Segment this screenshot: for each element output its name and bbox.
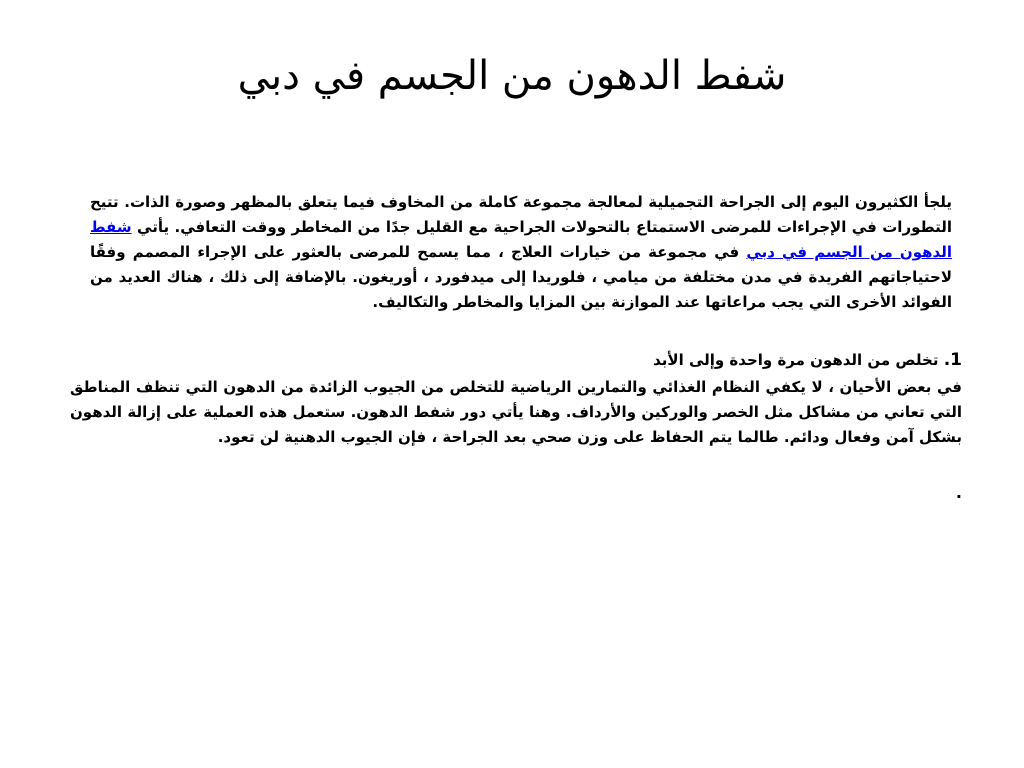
intro-paragraph	[70, 190, 962, 315]
intro-text-before-link: يلجأ الكثيرون اليوم إلى الجراحة التجميلية لمعالجة مجموعة كاملة من المخاوف فيما يتعلق بالمظهر وصورة الذات. تتيح التطورات في الإجراءات للمرضى الاستمتاع بالتحولات الجراحية مع القليل جدًا من المخاطر ووقت التعافي. يأتي	[90, 193, 952, 236]
section-paragraph: في بعض الأحيان ، لا يكفي النظام الغذائي والتمارين الرياضية للتخلص من الجيوب الزائدة من الدهون التي تنظف المناطق التي تعاني من مشاكل مثل الخصر والوركين والأرداف. وهنا يأتي دور شفط الدهون. ستعمل هذه العملية على إزالة الدهون بشكل آمن وفعال ودائم. طالما يتم الحفاظ على وزن صحي بعد الجراحة ، فإن الجيوب الدهنية لن تعود.	[70, 378, 962, 446]
liposuction-dubai-link[interactable]: شفط الدهون من الجسم في دبي	[90, 218, 952, 261]
slide-title: شفط الدهون من الجسم في دبي	[237, 53, 787, 99]
section-number: 1.	[943, 350, 962, 370]
intro-text-after-link: في مجموعة من خيارات العلاج ، مما يسمح للمرضى بالعثور على الإجراء المصمم وفقًا لاحتياجاتهم الفريدة في مدن مختلفة من ميامي ، فلوريدا إلى ميدفورد ، أوريغون. بالإضافة إلى ذلك ، هناك العديد من الفوائد الأخرى التي يجب مراعاتها عند الموازنة بين المزايا والمخاطر والتكاليف.	[90, 243, 952, 311]
section-heading	[70, 347, 962, 373]
trailing-dot: .	[955, 483, 962, 502]
slide-body	[70, 190, 962, 506]
section-heading-text: تخلص من الدهون مرة واحدة وإلى الأبد	[653, 351, 944, 369]
